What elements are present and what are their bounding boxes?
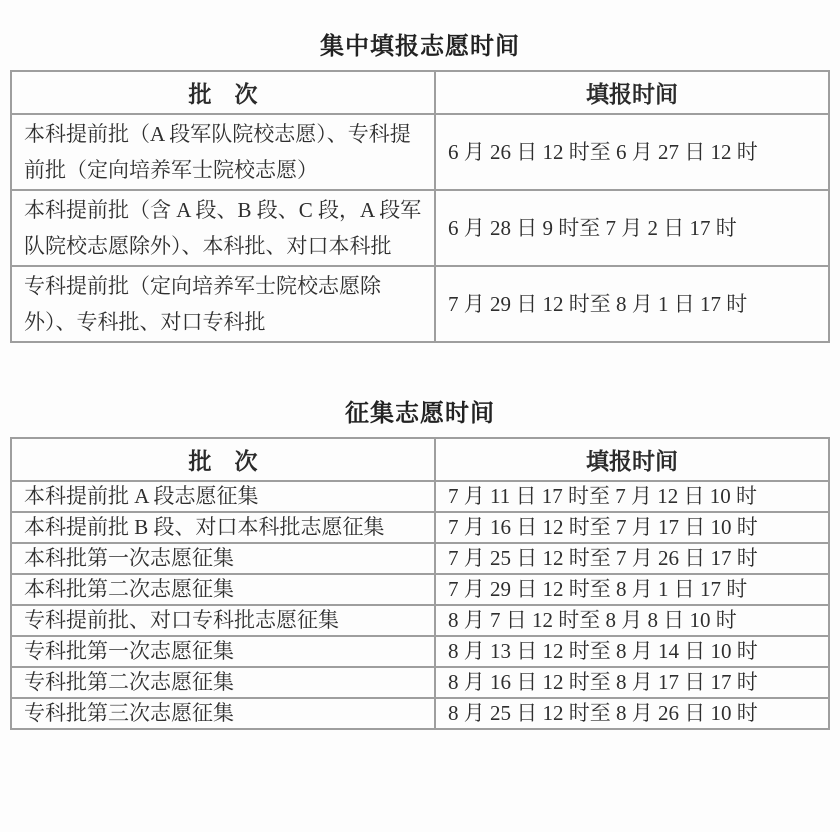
table-row — [11, 190, 829, 266]
table-row — [11, 543, 829, 574]
time-cell: 6 月 26 日 12 时至 6 月 27 日 12 时 — [435, 114, 829, 190]
table-header-row — [11, 438, 829, 481]
batch-cell: 本科批第二次志愿征集 — [11, 574, 435, 605]
batch-column-header: 批 次 — [11, 438, 435, 481]
time-cell: 7 月 29 日 12 时至 8 月 1 日 17 时 — [435, 266, 829, 342]
time-cell: 8 月 13 日 12 时至 8 月 14 日 10 时 — [435, 636, 829, 667]
batch-cell: 本科提前批（A 段军队院校志愿）、专科提前批（定向培养军士院校志愿） — [11, 114, 435, 190]
centralized-schedule-section — [10, 26, 830, 343]
table-row — [11, 512, 829, 543]
batch-cell: 专科提前批、对口专科批志愿征集 — [11, 605, 435, 636]
batch-column-header: 批 次 — [11, 71, 435, 114]
table-row — [11, 266, 829, 342]
batch-cell: 专科提前批（定向培养军士院校志愿除外）、专科批、对口专科批 — [11, 266, 435, 342]
batch-cell: 本科提前批 A 段志愿征集 — [11, 481, 435, 512]
table-row — [11, 574, 829, 605]
table-row — [11, 698, 829, 729]
table-header-row — [11, 71, 829, 114]
time-cell: 7 月 29 日 12 时至 8 月 1 日 17 时 — [435, 574, 829, 605]
time-cell: 7 月 25 日 12 时至 7 月 26 日 17 时 — [435, 543, 829, 574]
time-cell: 7 月 11 日 17 时至 7 月 12 日 10 时 — [435, 481, 829, 512]
supplementary-schedule-table — [10, 437, 830, 730]
time-cell: 7 月 16 日 12 时至 7 月 17 日 10 时 — [435, 512, 829, 543]
time-cell: 8 月 7 日 12 时至 8 月 8 日 10 时 — [435, 605, 829, 636]
batch-cell: 专科批第二次志愿征集 — [11, 667, 435, 698]
time-column-header: 填报时间 — [435, 438, 829, 481]
supplementary-schedule-title: 征集志愿时间 — [345, 401, 495, 427]
batch-cell: 本科提前批 B 段、对口本科批志愿征集 — [11, 512, 435, 543]
time-column-header: 填报时间 — [435, 71, 829, 114]
table-row — [11, 667, 829, 698]
batch-cell: 专科批第三次志愿征集 — [11, 698, 435, 729]
centralized-schedule-title: 集中填报志愿时间 — [320, 34, 520, 60]
table-row — [11, 636, 829, 667]
batch-cell: 本科提前批（含 A 段、B 段、C 段，A 段军队院校志愿除外）、本科批、对口本科批 — [11, 190, 435, 266]
supplementary-schedule-section — [10, 393, 830, 730]
time-cell: 8 月 16 日 12 时至 8 月 17 日 17 时 — [435, 667, 829, 698]
batch-cell: 本科批第一次志愿征集 — [11, 543, 435, 574]
time-cell: 8 月 25 日 12 时至 8 月 26 日 10 时 — [435, 698, 829, 729]
table-row — [11, 114, 829, 190]
table-row — [11, 605, 829, 636]
table-row — [11, 481, 829, 512]
centralized-schedule-table — [10, 70, 830, 343]
time-cell: 6 月 28 日 9 时至 7 月 2 日 17 时 — [435, 190, 829, 266]
batch-cell: 专科批第一次志愿征集 — [11, 636, 435, 667]
